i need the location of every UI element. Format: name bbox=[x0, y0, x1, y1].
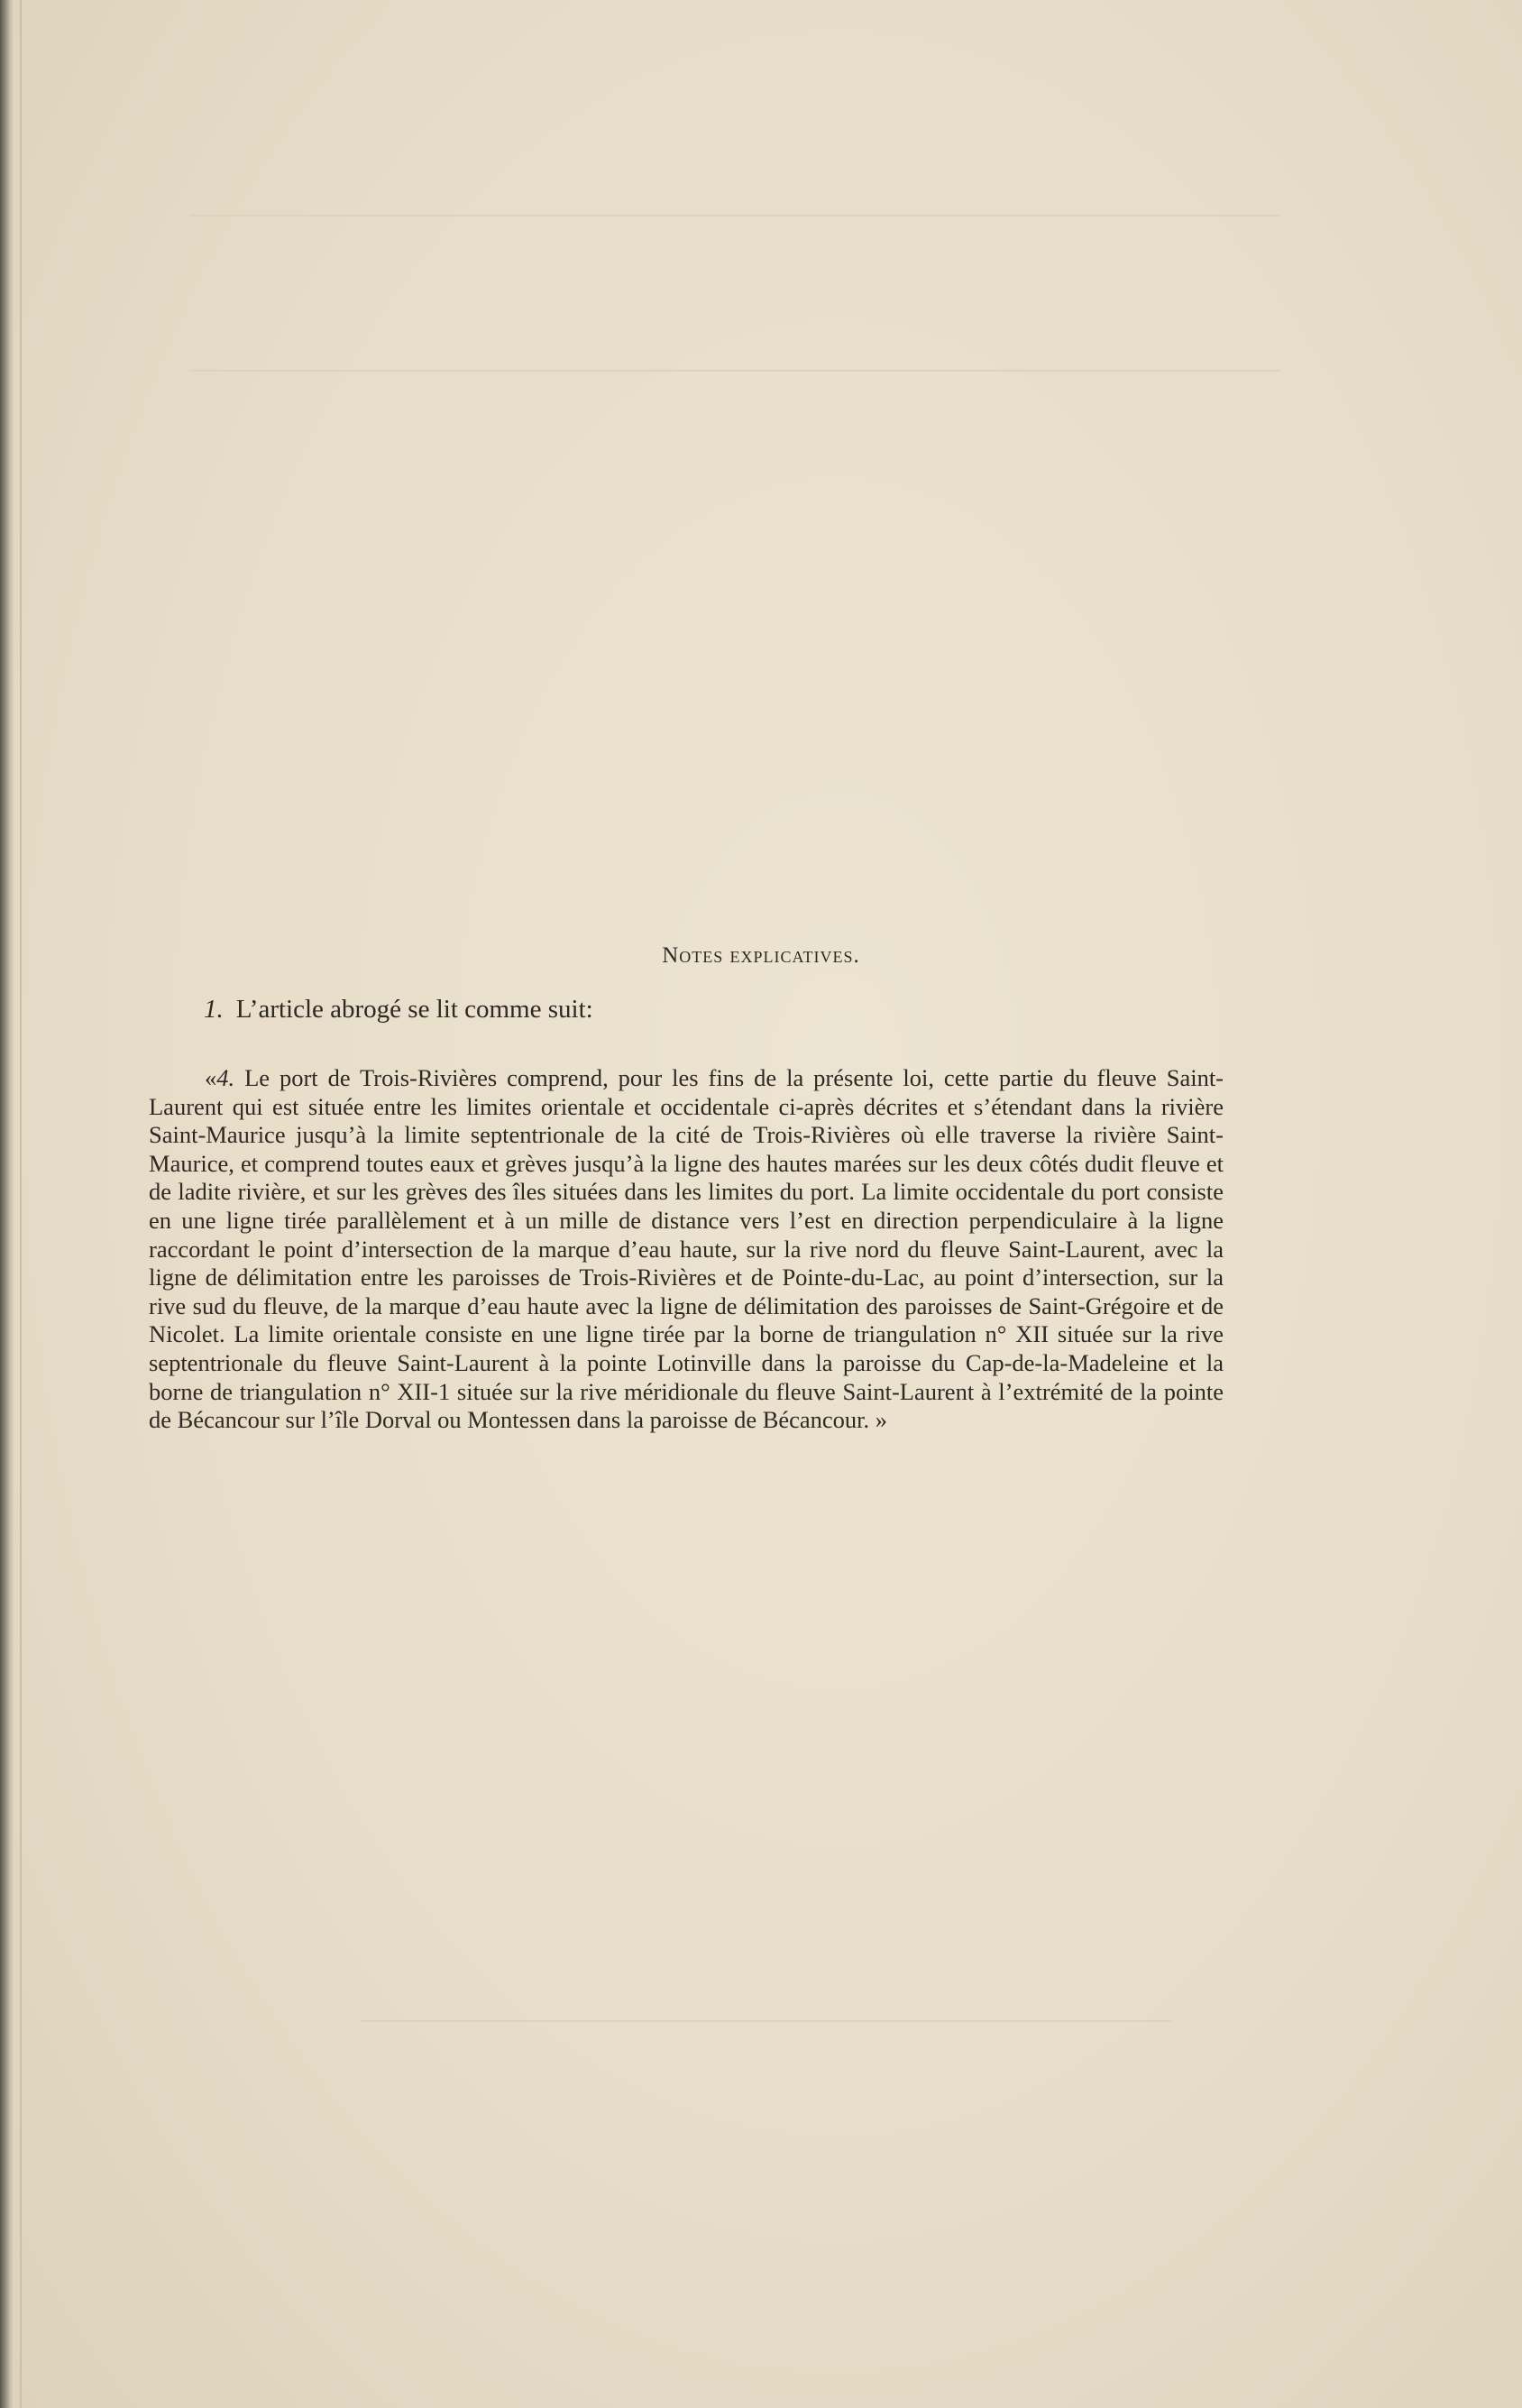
article-number: 4. bbox=[216, 1064, 235, 1091]
show-through-rule bbox=[189, 370, 1280, 372]
binding-edge bbox=[0, 0, 14, 2408]
quote-open-mark: « bbox=[205, 1064, 217, 1091]
intro-line bbox=[204, 995, 593, 1025]
binding-line bbox=[20, 0, 22, 2408]
show-through-rule bbox=[361, 2020, 1172, 2022]
section-heading: Notes explicatives. bbox=[662, 943, 860, 968]
show-through-rule bbox=[189, 215, 1280, 216]
intro-text: L’article abrogé se lit comme suit: bbox=[235, 995, 593, 1024]
quoted-article-text bbox=[149, 1064, 1224, 1435]
quoted-article bbox=[149, 1064, 1224, 1435]
quote-close-mark: » bbox=[869, 1406, 888, 1434]
article-body: Le port de Trois-Rivières comprend, pour les fins de la présente loi, cette partie du fleuve Saint-Laurent qui est située entre les limites orientale et occidentale ci-après décrites et s’étendant dans la rivière Saint-Maurice jusqu’à la limite septentrionale de la cité de Trois-Rivières où elle traverse la rivière Saint-Maurice, et comprend toutes eaux et grèves jusqu’à la ligne des hautes marées sur les deux côtés dudit fleuve et de ladite rivière, et sur les grèves des îles situées dans les limites du port. La limite occidentale du port consiste en une ligne tirée parallèlement et à un mille de distance vers l’est en direction perpendiculaire à la ligne raccordant le point d’intersection de la marque d’eau haute, sur la rive nord du fleuve Saint-Laurent, avec la ligne de délimitation entre les paroisses de Trois-Rivières et de Pointe-du-Lac, au point d’intersection, sur la rive sud du fleuve, de la marque d’eau haute avec la ligne de délimitation des paroisses de Saint-Grégoire et de Nicolet. La limite orientale consiste en une ligne tirée par la borne de triangulation n° XII située sur la rive septentrionale du fleuve Saint-Laurent à la pointe Lotinville dans la paroisse du Cap-de-la-Madeleine et la borne de triangulation n° XII-1 située sur la rive méridionale du fleuve Saint-Laurent à l’extrémité de la pointe de Bécancour sur l’île Dorval ou Montessen dans la paroisse de Bécancour. bbox=[149, 1064, 1224, 1434]
note-number: 1. bbox=[204, 995, 224, 1024]
